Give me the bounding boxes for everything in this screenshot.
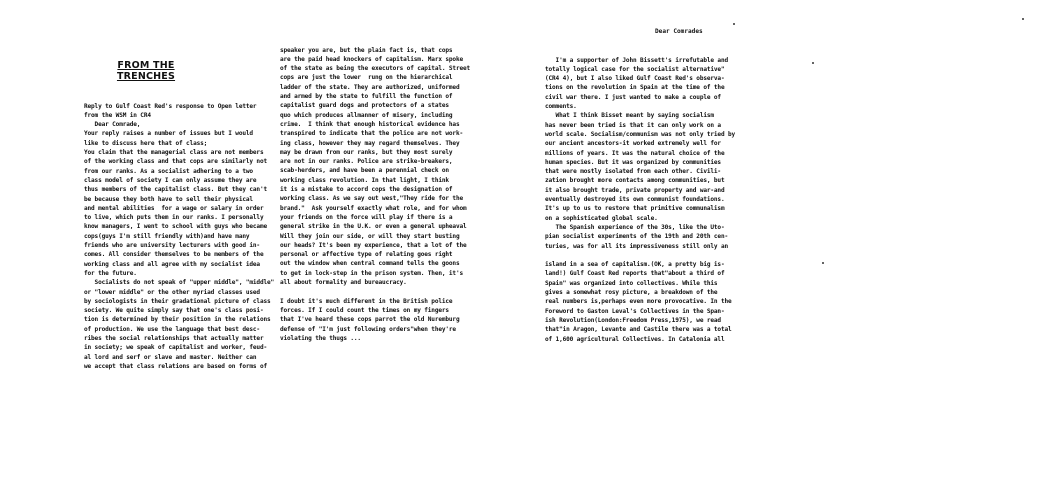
text-line: has never been tried is that it can only work on a <box>545 121 721 129</box>
text-line: from our ranks. As a socialist adhering to a two <box>84 167 253 175</box>
text-line: defense of "I'm just following orders"when they're <box>280 325 456 333</box>
text-line: like to discuss here that of class; <box>84 139 208 147</box>
text-line: friends who are university lecturers with good in- <box>84 242 260 250</box>
text-line: forces. If I could count the times on my fingers <box>280 306 449 314</box>
text-line: are the paid head knockers of capitalism. Marx spoke <box>280 55 463 63</box>
text-line: It's up to us to restore that primitive communalism <box>545 205 725 213</box>
scan-speck <box>822 262 824 264</box>
text-line: working class and all agree with my socialist idea <box>84 260 260 268</box>
text-line: scab-herders, and have been a perennial check on <box>280 167 449 175</box>
text-line: are not in our ranks. Police are strike-breakers, <box>280 158 453 166</box>
text-line: real numbers is,perhaps even more provocative. In the <box>545 298 732 306</box>
text-line: we accept that class relations are based on forms of <box>84 362 267 370</box>
text-line: thus members of the capitalist class. But they can't <box>84 186 267 194</box>
text-line <box>545 251 797 260</box>
text-line: Foreword to Gaston Leval's Collectives in the Span- <box>545 307 725 315</box>
text-line: that were mostly isolated from each other. Civili- <box>545 168 721 176</box>
text-line: that I've heard these cops parrot the old Nuremburg <box>280 316 460 324</box>
text-line: our heads? It's been my experience, that a lot of the <box>280 241 467 249</box>
text-line: to get in lock-step in the prison system. Then, it's <box>280 269 463 277</box>
text-line: comes. All consider themselves to be members of the <box>84 251 264 259</box>
text-line: tion is determined by their position in the relations <box>84 316 271 324</box>
column-1 <box>84 0 280 484</box>
text-line: eventually destroyed its own communist foundations. <box>545 196 725 204</box>
text-line: on a sophisticated global scale. <box>545 214 658 222</box>
text-line: human species. But it was organized by communities <box>545 158 721 166</box>
column-3-salutation: Dear Comrades <box>655 28 703 35</box>
text-line: your friends on the force will play if there is a <box>280 213 453 221</box>
text-line: of the state as being the executors of capital. Street <box>280 65 471 73</box>
text-line: cops are just the lower rung on the hierarchical <box>280 74 453 82</box>
text-line: crime. I think that enough historical evidence has <box>280 120 460 128</box>
text-line: it also brought trade, private property and war-and <box>545 186 725 194</box>
text-line: from the WSM in CR4 <box>84 111 151 119</box>
text-line: of the working class and that cops are similarly not <box>84 158 267 166</box>
text-line: Reply to Gulf Coast Red's response to Open letter <box>84 102 257 110</box>
text-line: personal or affective type of relating goes right <box>280 251 453 259</box>
text-line: I'm a supporter of John Bissett's irrefutable and <box>545 56 728 64</box>
text-line: turies, was for all its impressiveness still only an <box>545 242 728 250</box>
text-line: cops(guys I'm still friendly with)and have many <box>84 232 250 240</box>
scan-speck <box>733 23 735 25</box>
text-line: it is a mistake to accord cops the designation of <box>280 186 453 194</box>
text-line: and mental abilities for a wage or salary in order <box>84 204 264 212</box>
text-line: out the window when central command tells the goons <box>280 260 460 268</box>
text-line: society. We quite simply say that one's class posi- <box>84 307 264 315</box>
text-line: ing class, however they may regard themselves. They <box>280 139 460 147</box>
text-line: You claim that the managerial class are not members <box>84 149 264 157</box>
text-line: and armed by the state to fulfill the function of <box>280 93 453 101</box>
text-line: zation brought more contacts among communities, but <box>545 177 725 185</box>
text-line: general strike in the U.K. or even a general upheaval <box>280 223 467 231</box>
text-line: gives a somewhat rosy picture, a breakdown of the <box>545 289 718 297</box>
text-line: comments. <box>545 103 577 111</box>
text-line: be because they both have to sell their physical <box>84 195 253 203</box>
text-line: land!) Gulf Coast Red reports that"about a third of <box>545 270 725 278</box>
text-line: Spain" was organized into collectives. While this <box>545 279 718 287</box>
text-line: Dear Comrade, <box>84 121 141 129</box>
text-line: by sociologists in their gradational picture of class <box>84 297 271 305</box>
text-line: working class. As we say out west,"They ride for the <box>280 195 463 203</box>
text-line: may be drawn from our ranks, but they most surely <box>280 148 453 156</box>
text-line: Socialists do not speak of "upper middle", "middle" <box>84 279 275 287</box>
text-line: class model of society I can only assume they are <box>84 176 257 184</box>
column-1-text <box>84 102 280 372</box>
column-3-text <box>545 56 797 344</box>
text-line: of production. We use the language that best desc- <box>84 325 260 333</box>
text-line: tions on the revolution in Spain at the time of the <box>545 84 725 92</box>
text-line: island in a sea of capitalism.(OK, a pretty big is- <box>545 261 725 269</box>
column-2-text <box>280 46 534 344</box>
text-line: in society; we speak of capitalist and worker, feud- <box>84 344 267 352</box>
text-line: transpired to indicate that the police are not work- <box>280 130 463 138</box>
text-line: capitalist guard dogs and protectors of a states <box>280 102 449 110</box>
scan-speck <box>1022 18 1024 20</box>
text-line: totally logical case for the socialist alternative" <box>545 65 725 73</box>
article-heading: FROM THE TRENCHES <box>116 60 176 82</box>
text-line: (CR4 4), but I also liked Gulf Coast Red's observa- <box>545 75 725 83</box>
scan-speck <box>812 62 814 64</box>
text-line: know managers, I went to school with guys who became <box>84 223 267 231</box>
text-line: ribes the social relationships that actually matter <box>84 335 264 343</box>
text-line: all about formality and bureaucracy. <box>280 279 407 287</box>
text-line: millions of years. It was the natural choice of the <box>545 149 725 157</box>
text-line: The Spanish experience of the 30s, like the Uto- <box>545 223 725 231</box>
text-line: violating the thugs ... <box>280 334 361 342</box>
text-line: for the future. <box>84 269 137 277</box>
text-line: to live, which puts them in our ranks. I personally <box>84 214 264 222</box>
text-line: ish Revolution(London:Freedom Press,1975), we read <box>545 316 721 324</box>
text-line: brand." Ask yourself exactly what role, and for whom <box>280 204 467 212</box>
text-line: ladder of the state. They are authorized, uniformed <box>280 83 460 91</box>
text-line: I doubt it's much different in the British police <box>280 297 453 305</box>
text-line: speaker you are, but the plain fact is, that cops <box>280 46 453 54</box>
text-line: Your reply raises a number of issues but I would <box>84 130 253 138</box>
text-line: our ancient ancestors-it worked extremely well for <box>545 140 721 148</box>
text-line: world scale. Socialism/communism was not only tried by <box>545 130 736 138</box>
text-line: quo which produces allmanner of misery, including <box>280 111 453 119</box>
text-line: al lord and serf or slave and master. Neither can <box>84 353 257 361</box>
text-line: Will they join our side, or will they start busting <box>280 232 460 240</box>
text-line: that"in Aragon, Levante and Castile there was a total <box>545 326 732 334</box>
text-line <box>280 287 534 296</box>
column-2 <box>280 0 534 428</box>
text-line: civil war there. I just wanted to make a couple of <box>545 93 721 101</box>
text-line: of 1,600 agricultural Collectives. In Catalonia all <box>545 335 725 343</box>
column-3 <box>545 0 797 438</box>
text-line: working class revolution. In that light, I think <box>280 176 449 184</box>
text-line: or "lower middle" or the other myriad classes used <box>84 288 260 296</box>
text-line: What I think Bisset meant by saying socialism <box>545 112 714 120</box>
text-line: pian socialist experiments of the 19th and 20th cen- <box>545 233 728 241</box>
